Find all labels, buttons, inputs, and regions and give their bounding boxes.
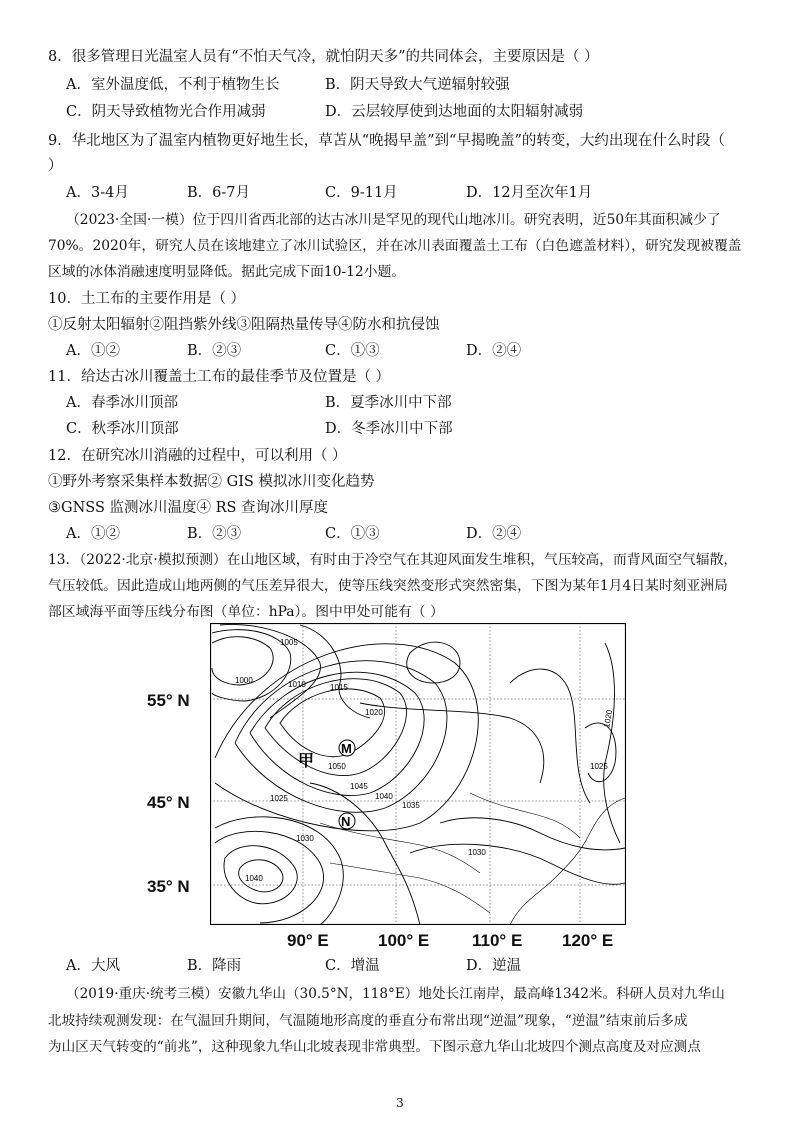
- q12-items-line1: ①野外考察采集样本数据② GIS 模拟冰川变化趋势: [48, 474, 375, 490]
- intro2-line3: 为山区天气转变的“前兆”，这种现象九华山北坡表现非常典型。下图示意九华山北坡四个测点高度及对应测点: [48, 1039, 701, 1055]
- page-number: 3: [396, 1096, 404, 1110]
- q12-option-a: A．①②: [66, 526, 120, 542]
- isobar-label: 1005: [280, 638, 298, 647]
- q11-option-d: D．冬季冰川中下部: [325, 421, 453, 437]
- point-m-label: M: [341, 741, 352, 756]
- isobar-label: 1040: [375, 792, 393, 801]
- q9-stem-line2: ）: [48, 158, 63, 174]
- q12-option-d: D．②④: [466, 526, 522, 542]
- isobar-label: 1025: [590, 762, 608, 771]
- q10-option-d: D．②④: [466, 343, 522, 359]
- intro1-line3: 区域的冰体消融速度明显降低。据此完成下面10-12小题。: [48, 264, 406, 280]
- isobar-label: 1050: [328, 762, 346, 771]
- q13-stem-line2: 气压较低。因此造成山地两侧的气压差异很大，使等压线突然变形式突然密集，下图为某年1月4日某时刻亚洲局: [48, 578, 728, 594]
- isobar-label: 1020: [602, 709, 615, 729]
- q10-stem: 10．土工布的主要作用是（ ）: [48, 291, 246, 307]
- q9-stem-line1: 9．华北地区为了温室内植物更好地生长，草苫从“晚揭早盖”到“早揭晚盖”的转变，大约出现在什么时段（: [48, 133, 725, 149]
- q13-option-b: B．降雨: [187, 958, 242, 974]
- q9-option-c: C．9-11月: [325, 185, 398, 201]
- q10-option-c: C．①③: [325, 343, 380, 359]
- q12-items-line2: ③GNSS 监测冰川温度④ RS 查询冰川厚度: [48, 500, 329, 516]
- isobar-label: 1015: [330, 683, 348, 692]
- q12-option-b: B．②③: [187, 526, 242, 542]
- q13-stem-line3: 部区域海平面等压线分布图（单位：hPa）。图中甲处可能有（ ）: [48, 604, 444, 620]
- point-n-label: N: [341, 814, 351, 829]
- intro2-line1: （2019·重庆·统考三模）安徽九华山（30.5°N，118°E）地处长江南岸，最高峰1342米。科研人员对九华山: [66, 986, 725, 1002]
- q12-option-c: C．①③: [325, 526, 380, 542]
- q13-option-c: C．增温: [325, 958, 380, 974]
- lon-label-100e: 100° E: [378, 931, 430, 950]
- point-jia-label: 甲: [298, 751, 315, 770]
- q9-option-a: A．3-4月: [66, 185, 129, 201]
- lat-label-45n: 45° N: [147, 793, 190, 812]
- isobar-label: 1045: [350, 782, 368, 791]
- q13-option-d: D．逆温: [466, 958, 522, 974]
- isobar-map: [210, 623, 626, 925]
- lat-label-55n: 55° N: [147, 691, 190, 710]
- lon-label-90e: 90° E: [287, 931, 329, 950]
- isobar-label: 1010: [288, 680, 306, 689]
- q10-items: ①反射太阳辐射②阻挡紫外线③阻隔热量传导④防水和抗侵蚀: [48, 317, 440, 333]
- q11-option-b: B．夏季冰川中下部: [325, 395, 452, 411]
- lon-label-120e: 120° E: [562, 931, 614, 950]
- q8-option-a: A．室外温度低，不利于植物生长: [66, 77, 280, 93]
- isobar-label: 1025: [270, 794, 288, 803]
- isobar-label: 1040: [245, 874, 263, 883]
- q8-option-c: C．阴天导致植物光合作用减弱: [66, 104, 266, 120]
- q12-stem: 12．在研究冰川消融的过程中，可以利用（ ）: [48, 448, 347, 464]
- isobar-label: 1020: [365, 708, 383, 717]
- intro1-line1: （2023·全国·一模）位于四川省西北部的达古冰川是罕见的现代山地冰川。研究表明，近50年其面积减少了: [66, 212, 721, 228]
- q11-option-a: A．春季冰川顶部: [66, 395, 178, 411]
- q11-stem: 11．给达古冰川覆盖土工布的最佳季节及位置是（ ）: [48, 369, 391, 385]
- intro2-line2: 北坡持续观测发现：在气温回升期间，气温随地形高度的垂直分布常出现“逆温”现象，“逆温”结束前后多成: [48, 1013, 688, 1029]
- intro1-line2: 70%。2020年，研究人员在该地建立了冰川试验区，并在冰川表面覆盖土工布（白色遮盖材料），研究发现被覆盖: [48, 238, 742, 254]
- map-frame: [211, 624, 626, 925]
- q9-option-d: D．12月至次年1月: [466, 185, 593, 201]
- q10-option-b: B．②③: [187, 343, 242, 359]
- q8-stem: 8．很多管理日光温室人员有“不怕天气冷，就怕阴天多”的共同体会，主要原因是（ ）: [48, 49, 599, 65]
- isobar-label: 1000: [235, 676, 253, 685]
- q8-option-d: D．云层较厚使到达地面的太阳辐射减弱: [325, 104, 584, 120]
- q9-option-b: B．6-7月: [187, 185, 251, 201]
- q8-option-b: B．阴天导致大气逆辐射较强: [325, 77, 510, 93]
- lat-label-35n: 35° N: [147, 877, 190, 896]
- isobar-label: 1035: [402, 801, 420, 810]
- q13-stem-line1: 13．（2022·北京·模拟预测）在山地区域，有时由于冷空气在其迎风面发生堆积，气压较高，而背风面空气辐散，: [48, 552, 738, 568]
- isobar-label: 1030: [296, 834, 314, 843]
- isobar-label: 1030: [468, 848, 486, 857]
- lon-label-110e: 110° E: [472, 931, 523, 950]
- q10-option-a: A．①②: [66, 343, 120, 359]
- q13-option-a: A．大风: [66, 958, 120, 974]
- q11-option-c: C．秋季冰川顶部: [66, 421, 179, 437]
